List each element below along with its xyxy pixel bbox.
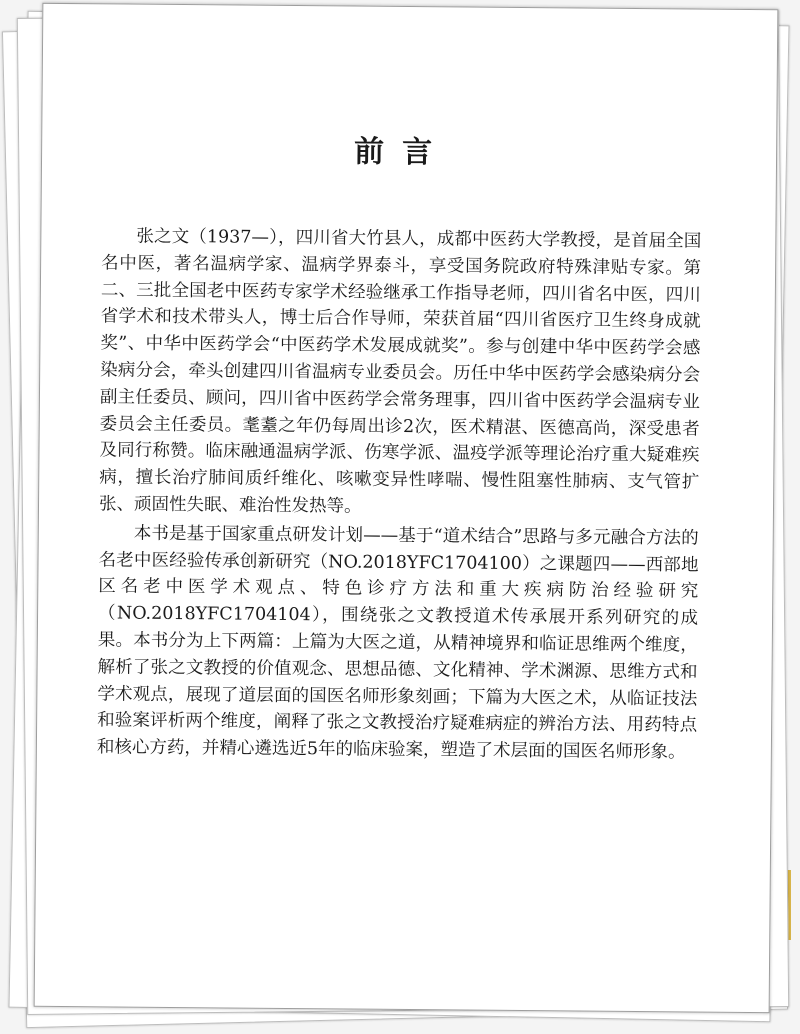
page-title: 前言	[353, 134, 451, 171]
document-page	[34, 3, 779, 1013]
paragraph-book-summary: 本书是基于国家重点研发计划——基于“道术结合”思路与多元融合方法的名老中医经验传承创新研究（NO.2018YFC1704100）之课题四——西部地区名老中医学术观点、特色诊疗方法和重大疾病防治经验研究（NO.2018YFC1704104），围绕张之文教授道术传承展开系列研究的成果。本书分为上下两篇：上篇为大医之道，从精神境界和临证思维两个维度，解析了张之文教授的价值观念、思想品德、文化精神、学术渊源、思维方式和学术观点，展现了道层面的国医名师形象刻画；下篇为大医之术，从临证技法和验案评析两个维度，阐释了张之文教授治疗疑难病症的辨治方法、用药特点和核心方药，并精心遴选近5年的临床验案，塑造了术层面的国医名师形象。	[96, 523, 699, 763]
page-content	[97, 124, 703, 766]
paragraph-author-bio: 张之文（1937—），四川省大竹县人，成都中医药大学教授，是首届全国名中医，著名温病学家、温病学界泰斗，享受国务院政府特殊津贴专家。第二、三批全国老中医药专家学术经验继承工作指导老师，四川省名中医，四川省学术和技术带头人，博士后合作导师，荣获首届“四川省医疗卫生终身成就奖”、中华中医药学会“中医药学术发展成就奖”。参与创建中华中医药学会感染病分会，牵头创建四川省温病专业委员会。历任中华中医药学会感染病分会副主任委员、顾问，四川省中医药学会常务理事，四川省中医药学会温病专业委员会主任委员。耄耋之年仍每周出诊2次，医术精湛、医德高尚，深受患者及同行称赞。临床融通温病学派、伤寒学派、温疫学派等理论治疗重大疑难疾病，擅长治疗肺间质纤维化、咳嗽变异性哮喘、慢性阻塞性肺病、支气管扩张、顽固性失眠、难治性发热等。	[98, 226, 702, 517]
